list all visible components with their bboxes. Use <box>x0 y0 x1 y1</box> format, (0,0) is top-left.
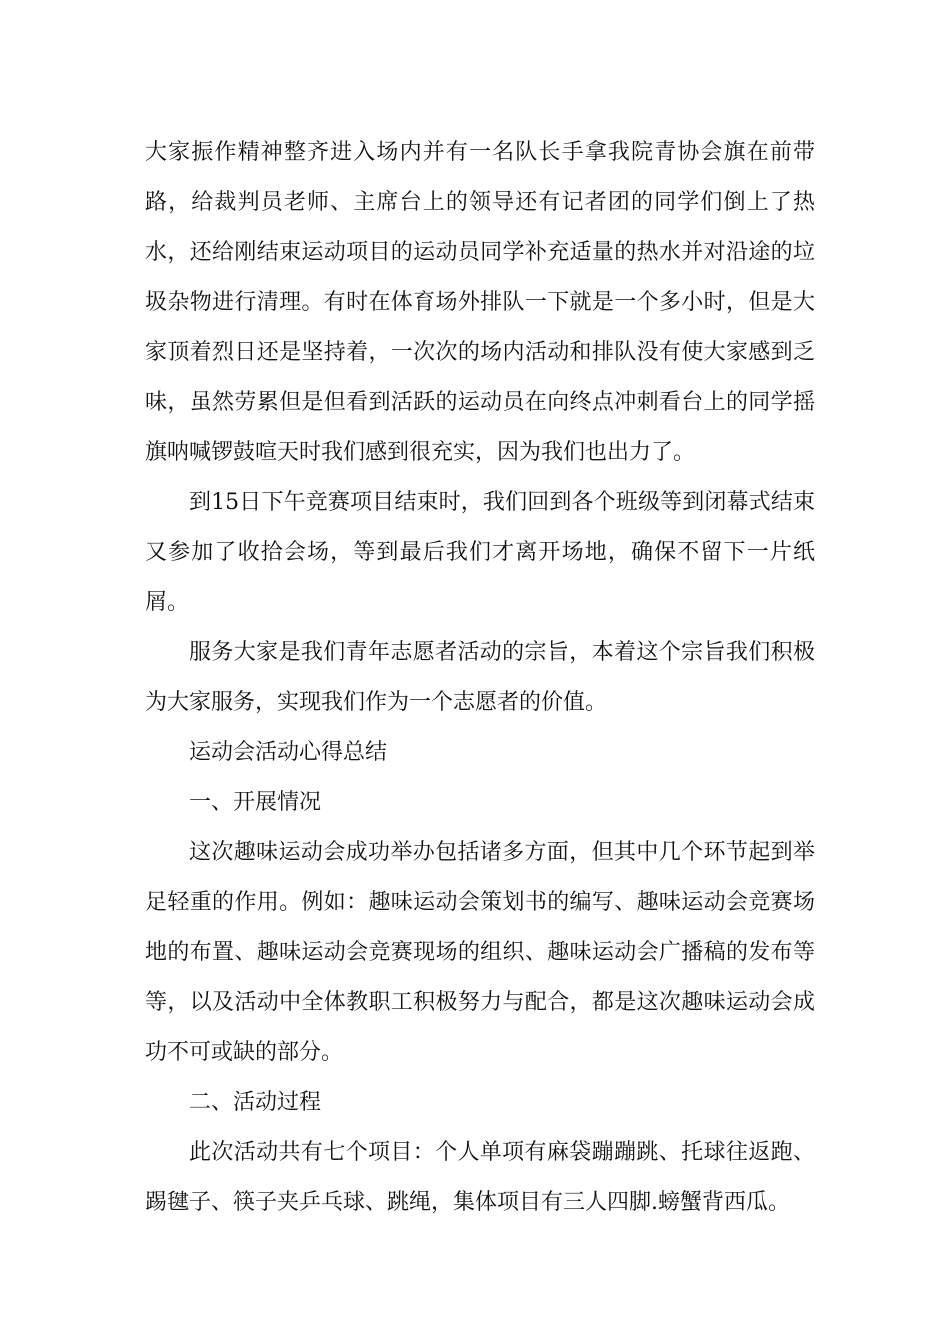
paragraph-service-purpose: 服务大家是我们青年志愿者活动的宗旨，本着这个宗旨我们积极为大家服务，实现我们作为一个志愿者的价值。 <box>145 640 815 715</box>
section-title-summary: 运动会活动心得总结 <box>189 740 388 765</box>
paragraph-closing-cleanup: 到15日下午竞赛项目结束时，我们回到各个班级等到闭幕式结束又参加了收拾会场，等到最后我们才离开场地，确保不留下一片纸屑。 <box>145 490 815 615</box>
document-page <box>145 128 815 1228</box>
paragraph-overview: 这次趣味运动会成功举办包括诸多方面，但其中几个环节起到举足轻重的作用。例如：趣味运动会策划书的编写、趣味运动会竞赛场地的布置、趣味运动会竞赛现场的组织、趣味运动会广播稿的发布等等，以及活动中全体教职工积极努力与配合，都是这次趣味运动会成功不可或缺的部分。 <box>145 840 815 1065</box>
paragraph-process: 此次活动共有七个项目：个人单项有麻袋蹦蹦跳、托球往返跑、踢毽子、筷子夹乒乓球、跳绳，集体项目有三人四脚.螃蟹背西瓜。 <box>145 1140 815 1215</box>
paragraph-volunteer-service: 大家振作精神整齐进入场内并有一名队长手拿我院青协会旗在前带路，给裁判员老师、主席台上的领导还有记者团的同学们倒上了热水，还给刚结束运动项目的运动员同学补充适量的热水并对沿途的垃圾杂物进行清理。有时在体育场外排队一下就是一个多小时，但是大家顶着烈日还是坚持着，一次次的场内活动和排队没有使大家感到乏味，虽然劳累但是但看到活跃的运动员在向终点冲刺看台上的同学摇旗呐喊锣鼓喧天时我们感到很充实，因为我们也出力了。 <box>145 140 815 465</box>
section-heading-process: 二、活动过程 <box>189 1090 322 1115</box>
section-heading-overview: 一、开展情况 <box>189 790 322 815</box>
